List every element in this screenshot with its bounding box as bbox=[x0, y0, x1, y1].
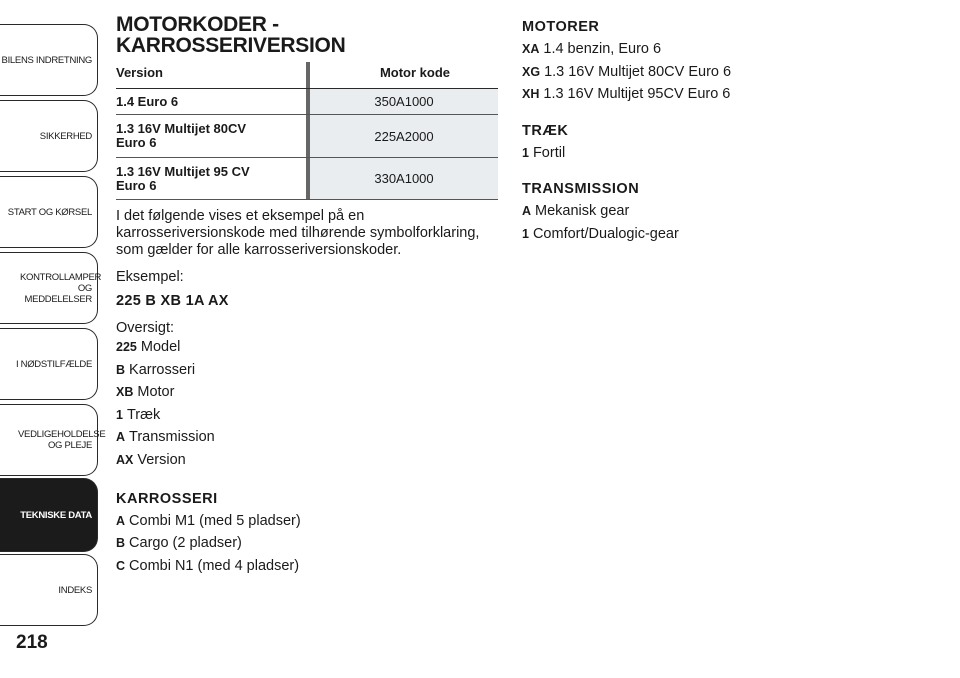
motor-code-cell: 225A2000 bbox=[310, 115, 498, 158]
example-code: 225 B XB 1A AX bbox=[116, 293, 229, 309]
header-version: Version bbox=[116, 62, 306, 89]
motor-code-cell: 350A1000 bbox=[310, 89, 498, 115]
page-number: 218 bbox=[16, 632, 48, 653]
overview-label: Oversigt: bbox=[116, 320, 175, 336]
table-header-row bbox=[116, 62, 498, 89]
list-item: A Mekanisk gear bbox=[522, 203, 630, 220]
version-cell: 1.4 Euro 6 bbox=[116, 89, 306, 115]
example-label: Eksempel: bbox=[116, 269, 184, 285]
list-item: B Cargo (2 pladser) bbox=[116, 535, 242, 552]
list-item: 1 Comfort/Dualogic-gear bbox=[522, 225, 679, 242]
version-cell: 1.3 16V Multijet 95 CV Euro 6 bbox=[116, 158, 306, 200]
transmission-heading: TRANSMISSION bbox=[522, 181, 640, 198]
list-item: 225 Model bbox=[116, 339, 181, 355]
tab-vedligeholdelse[interactable]: VEDLIGEHOLDELSE OG PLEJE bbox=[0, 404, 98, 476]
left-column bbox=[116, 14, 500, 577]
list-item: 1 Fortil bbox=[522, 144, 566, 161]
chapter-tabs bbox=[0, 0, 106, 678]
list-item: A Transmission bbox=[116, 429, 215, 446]
right-column bbox=[522, 16, 822, 246]
header-motor-kode: Motor kode bbox=[310, 62, 498, 89]
list-item: C Combi N1 (med 4 pladser) bbox=[116, 557, 300, 574]
tab-tekniske-data[interactable]: TEKNISKE DATA bbox=[0, 478, 98, 552]
list-item: XB Motor bbox=[116, 384, 175, 401]
motorer-list bbox=[522, 38, 822, 106]
overview-list bbox=[116, 336, 500, 472]
table-row bbox=[116, 158, 498, 200]
tab-sikkerhed[interactable]: SIKKERHED bbox=[0, 100, 98, 172]
tab-indeks[interactable]: INDEKS bbox=[0, 554, 98, 626]
engine-code-table bbox=[116, 62, 498, 200]
list-item: AX Version bbox=[116, 451, 186, 468]
transmission-list bbox=[522, 200, 822, 245]
list-item: XG 1.3 16V Multijet 80CV Euro 6 bbox=[522, 63, 732, 80]
tab-i-nodstilfaelde[interactable]: I NØDSTILFÆLDE bbox=[0, 328, 98, 400]
version-cell: 1.3 16V Multijet 80CV Euro 6 bbox=[116, 115, 306, 158]
karrosseri-heading: KARROSSERI bbox=[116, 490, 218, 507]
table-row bbox=[116, 115, 498, 158]
list-item: B Karrosseri bbox=[116, 361, 196, 378]
motor-code-cell: 330A1000 bbox=[310, 158, 498, 200]
karrosseri-list bbox=[116, 510, 500, 578]
traek-list bbox=[522, 142, 822, 165]
tab-start-og-korsel[interactable]: START OG KØRSEL bbox=[0, 176, 98, 248]
traek-heading: TRÆK bbox=[522, 122, 569, 139]
table-row bbox=[116, 89, 498, 115]
motorer-heading: MOTORER bbox=[522, 19, 600, 35]
list-item: XH 1.3 16V Multijet 95CV Euro 6 bbox=[522, 86, 731, 103]
section-title: MOTORKODER - KARROSSERIVERSION bbox=[116, 13, 346, 57]
tab-bilens-indretning[interactable]: BILENS INDRETNING bbox=[0, 24, 98, 96]
list-item: 1 Træk bbox=[116, 406, 161, 423]
list-item: A Combi M1 (med 5 pladser) bbox=[116, 512, 301, 529]
tab-kontrollamper[interactable]: KONTROLLAMPER OG MEDDELELSER bbox=[0, 252, 98, 324]
intro-paragraph: I det følgende vises et eksempel på en karrosseriversionskode med tilhørende symbolforklaring, som gælder for alle karrosseriversionskoder. bbox=[116, 208, 480, 258]
list-item: XA 1.4 benzin, Euro 6 bbox=[522, 41, 662, 57]
